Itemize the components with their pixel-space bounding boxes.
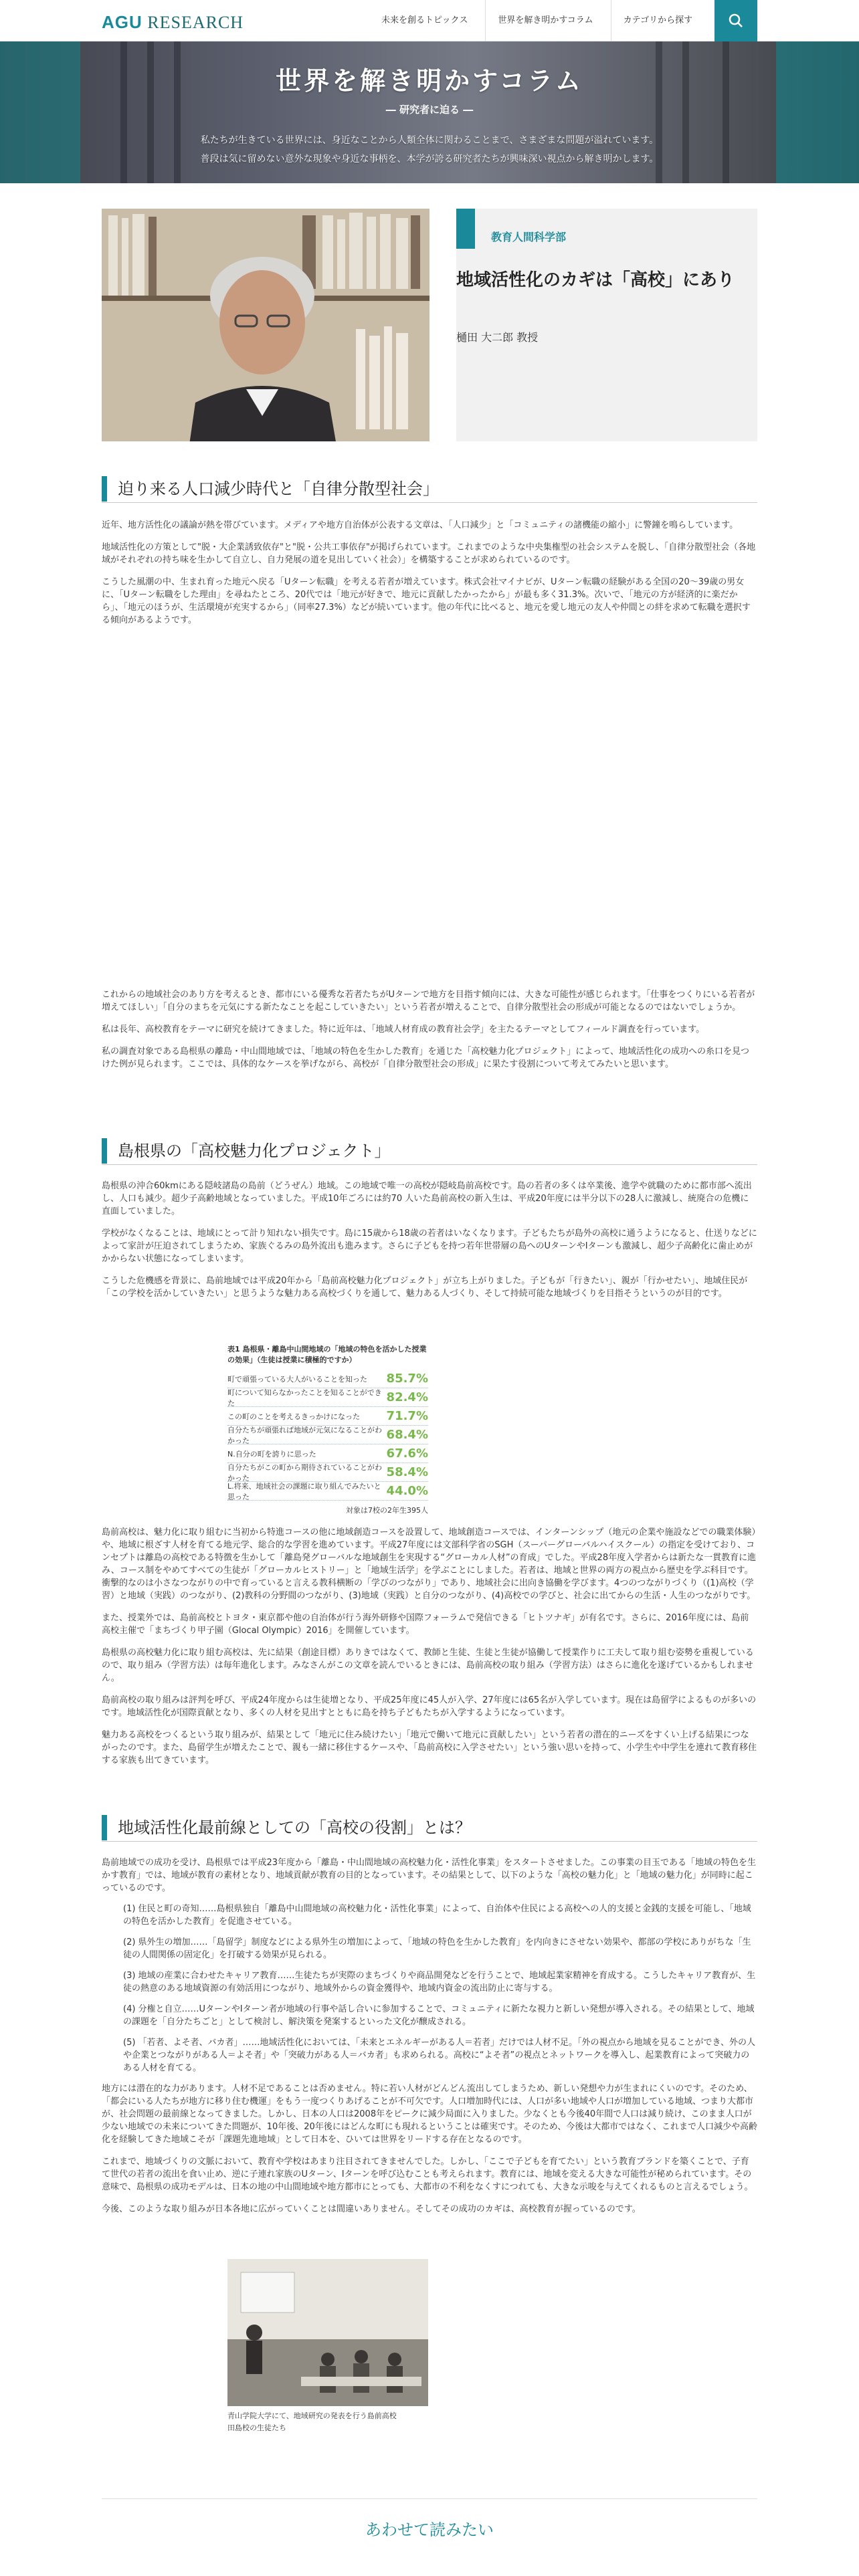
- site-header: [0, 0, 859, 41]
- paragraph: これまで、地域づくりの文脈において、教育や学校はあまり注目されてきませんでした。しかし、「ここで子どもを育てたい」という教育ブランドを築くことで、子育て世代の若者の流出を食い止め、逆に子連れ家族のUターン、Iターンを呼び込むことも考えられます。教育には、地域を変える大きな可能性が秘められています。その意味で、島根県の成功モデルは、日本の地の中山間地域や地方都市にとっても、大都市の不利をなくすにつれても、大きな示唆を与えてくれるものと言えるでしょう。: [102, 2157, 753, 2192]
- search-icon: [729, 13, 743, 28]
- section-heading-1: 迫り来る人口減少時代と「自律分散型社会」: [102, 475, 757, 503]
- table-row: 町で頑張っている大人がいることを知った 85.7%: [227, 1370, 428, 1388]
- paragraph: 島前高校の取り組みは評判を呼び、平成24年度からは生徒増となり、平成25年度に45人が入学、27年度には65名が入学しています。現在は島留学によるものが多いのです。地域活性化が国際貢献となり、多くの人材を見出すとともに島を持ち子どもたちが入学するようになっています。: [102, 1695, 757, 1718]
- list-item: (2) 県外生の増加……「島留学」制度などによる県外生の増加によって、「地域の特色を生かした教育」を内向きにさせない効果や、都部の学校にありがちな「生徒の人間関係の固定化」を打破する効果が見られる。: [123, 1937, 751, 1960]
- read-more-heading: あわせて読みたい: [102, 2498, 757, 2540]
- embedded-media-area: [102, 627, 757, 974]
- department-tab: [456, 209, 597, 259]
- article-profile: [102, 209, 757, 441]
- professor-photo: [102, 209, 430, 441]
- paragraph: 魅力ある高校をつくるという取り組みが、結果として「地元に住み続けたい」「地元で働いて地元に貢献したい」という若者の潜在的ニーズをすくい上げる結果につながったのです。また、島留学生が増えたことで、親も一緒に移住するケースや、「島前高校に入学させたい」という強い思いを持って、小学生や中学生を連れて教育移住する家族も出てきています。: [102, 1730, 757, 1765]
- section-3: [102, 1814, 757, 2216]
- author-name: 樋田 大二郎 教授: [456, 331, 539, 344]
- global-nav: [367, 0, 707, 41]
- section-1-cont: [102, 988, 757, 1071]
- paragraph: これからの地域社会のあり方を考えるとき、都市にいる優秀な若者たちがUターンで地方を目指す傾向には、大きな可能性が感じられます。「仕事をつくりにいる若者が増えてほしい」「自分のまちを元気にする新たなことを起こしていきたい」という若者が増えることで、自律分散型社会の形成が可能となるのではないでしょうか。: [102, 990, 755, 1012]
- list-item: (1) 住民と町の奇知……島根県独自「離島中山間地域の高校魅力化・活性化事業」によって、自治体や住民による高校への人的支援と金銭的支援を可能し、「地域の特色を活かした教育」を促進させている。: [123, 1904, 751, 1927]
- nav-item-category[interactable]: カテゴリから探す: [611, 0, 704, 41]
- section-2: [102, 1137, 757, 1300]
- table-row: 町について知らなかったことを知ることができた 82.4%: [227, 1388, 428, 1408]
- list-item: (4) 分権と自立……UターンやIターン者が地域の行事や話し合いに参加することで、コミュニティに新たな視力と新しい発想が導入される。その結果として、地域の課題を「自分たちごと」として検討し、解決策を発案するといった文化が醸成される。: [123, 2004, 755, 2027]
- paragraph: 島根県の沖合60kmにある隠岐諸島の島前（どうぜん）地域。この地域で唯一の高校が隠岐島前高校です。島の若者の多くは卒業後、進学や就職のために都市部へ流出し、人口も減少。超少子高齢地域となっていました。平成10年ごろには約70 人いた島前高校の新入生は、平成20年度には半分以下の28人に激減し、統廃合の危機に直面していました。: [102, 1181, 752, 1216]
- paragraph: 学校がなくなることは、地域にとって計り知れない損失です。島に15歳から18歳の若者はいなくなります。子どもたちが島外の高校に通うようになると、仕送りなどによって家計が圧迫されてしまうため、家族ぐるみの島外流出も進みます。さらに子どもを持つ若年世帯層の島へのUターンやIターンも激減し、超少子高齢化に歯止めがかからない状態になってしまいます。: [102, 1228, 757, 1264]
- photo-caption: 青山学院大学にて、地域研究の発表を行う島前高校 田島校の生徒たち: [227, 2411, 397, 2432]
- paragraph: 地方には潜在的な力があります。人材不足であることは否めません。特に若い人材がどんどん流出してしまうため、新しい発想や力が生まれにくいのです。そのため、「都会にいる人たちが地方に移り住む機運」をもう一度つくりあげることが不可欠です。人口増加時代には、人口が多い地域や人口が増加している地域、つまり大都市が、社会問題の最前線となってきました。しかし、日本の人口は2008年をピークに減少局面に入りました。少なくとも今後40年間で人口は減り続け、このまま人口が少ない地域での未来についてきた問題が、10年後、20年後にはどんな町にも現れるということは確実です。そのため、今後は大都市ではなく、これまで人口減少や高齢化を経験してきた地域こそが「課題先進地域」として日本を、ひいては世界をリードする存在となるのです。: [102, 2084, 758, 2145]
- table-row: この町のことを考えるきっかけになった 71.7%: [227, 1407, 428, 1426]
- list-item: (3) 地域の産業に合わせたキャリア教育……生徒たちが実際のまちづくりや商品開発などを行うことで、地域起業家精神を育成する。こうしたキャリア教育が、生徒の熱意のある地域資源の有効活用につながり、地域外からの資金獲得や、地域内資金の流出防止に寄与する。: [123, 1971, 756, 1994]
- paragraph: 今後、このような取り組みが日本各地に広がっていくことは間違いありません。そしてその成功のカギは、高校教育が握っているのです。: [102, 2204, 641, 2214]
- profile-card: [456, 209, 757, 441]
- section-1: [102, 475, 757, 974]
- table-row: 自分たちがこの町から期待されていることがわかった 58.4%: [227, 1463, 428, 1483]
- paragraph: 近年、地方活性化の議論が熱を帯びています。メディアや地方自治体が公表する文章は、「人口減少」と「コミュニティの諸機能の縮小」に警鐘を鳴らしています。: [102, 520, 739, 530]
- department-label: 教育人間科学部: [491, 231, 567, 243]
- paragraph: 島前地域での成功を受け、島根県では平成23年度から「離島・中山間地域の高校魅力化・活性化事業」をスタートさせました。この事業の目玉である「地域の特色を生かす教育」では、地域が教育の素材となり、地域貢献が教育の目的となっています。その結果として、以下のような「高校の魅力化」と「地域の魅力化」が同時に起こっているのです。: [102, 1858, 757, 1893]
- section-2-cont: [102, 1526, 757, 1767]
- paragraph: こうした風潮の中、生まれ育った地元へ戻る「Uターン転職」を考える若者が増えています。株式会社マイナビが、Uターン転職の経験がある全国の20～39歳の男女に、「Uターン転職をした理由」を尋ねたところ、20代では「地元が好きで、地元に貢献したかったから」が最も多く31.3%。次いで、「地元の方が経済的に楽だから」、「地元のほうが、生活環境が充実するから」（同率27.3%）などが続いています。他の年代に比べると、地元を愛し地元の友人や仲間との絆を求めて転職を選択する傾向があるようです。: [102, 577, 751, 625]
- site-logo[interactable]: AGU RESEARCH: [102, 12, 244, 32]
- paragraph: 私は長年、高校教育をテーマに研究を続けてきました。特に近年は、「地域人材育成の教育社会学」を主たるテーマとしてフィールド調査を行っています。: [102, 1025, 705, 1035]
- section-heading-3: 地域活性化最前線としての「高校の役割」とは？: [102, 1814, 757, 1842]
- nav-item-column[interactable]: 世界を解き明かすコラム: [485, 0, 605, 41]
- table-row: L.将来、地域社会の課題に取り組んでみたいと思った 44.0%: [227, 1481, 428, 1501]
- paragraph: 地域活性化の方策として"脱・大企業誘致依存"と"脱・公共工事依存"が掲げられています。これまでのような中央集権型の社会システムを脱し、「自律分散型社会（各地域がそれぞれの持ち味を生かして自立し、自力発展の道を見出していく社会）」を構築することが求められているのです。: [102, 542, 756, 565]
- classroom-photo: [227, 2259, 428, 2406]
- list-item: (5) 「若者、よそ者、バカ者」……地域活性化においては、「未来とエネルギーがある人＝若者」だけでは人材不足。「外の視点から地域を見ることができ、外の人や企業とつながりがある人＝よそ者」や「突破力がある人＝バカ者」も求められる。高校に“よそ者”の視点とネットワークを導入し、起業教育によって突破力のある人材を育てる。: [123, 2038, 756, 2073]
- table-caption: 表1 島根県・離島中山間地域の「地域の特色を活かした授業の効果」（生徒は授業に積極的ですか）: [227, 1345, 427, 1364]
- nav-item-topics[interactable]: 未来を創るトピックス: [381, 15, 468, 25]
- hero-description: 私たちが生きている世界には、身近なことから人類全体に関わることまで、さまざまな問題が溢れています。 普段は気に留めない意外な現象や身近な事柄を、本学が誇る研究者たちが興味深い視点から解き明かします。: [200, 135, 659, 165]
- hero-banner: [0, 41, 859, 183]
- table-note: 対象は7校の2年生395人: [346, 1506, 428, 1515]
- paragraph: こうした危機感を背景に、島前地域では平成20年から「島前高校魅力化プロジェクト」が立ち上がりました。子どもが「行きたい」、親が「行かせたい」、地域住民が「この学校を活かしていきたい」と思うような魅力ある高校づくりを通して、魅力ある人づくり、そして持続可能な地域づくりを目指そうというのが目的です。: [102, 1276, 748, 1299]
- hero-subtitle: ― 研究者に迫る ―: [385, 104, 474, 116]
- paragraph: 島根県の高校魅力化に取り組む高校は、先に結果（創途目標）ありきではなくて、教師と生徒、生徒と生徒が協働して授業作りに工夫して取り組む姿勢を重視しているので、取り組み（学習方法）は毎年進化します。みなさんがこの文章を読んでいるときには、島前高校の取り組み（学習方法）はさらに進化を遂げているかもしれません。: [102, 1648, 754, 1683]
- section-heading-2: 島根県の「高校魅力化プロジェクト」: [102, 1137, 757, 1165]
- search-button[interactable]: [714, 0, 757, 41]
- paragraph: また、授業外では、島前高校とトヨタ・東京都や他の自治体が行う海外研修や国際フォーラムで発信できる「ヒトツナギ」が有名です。さらに、2016年度には、島前高校主催で「まちづくり甲子園（Glocal Olympic）2016」を開催しています。: [102, 1613, 749, 1636]
- paragraph: 島前高校は、魅力化に取り組むに当初から特進コースの他に地域創造コースを設置して、地域創造コースでは、インターンシップ（地元の企業や施設などでの職業体験）や、地域に根ざす人材を育てる地元学、総合的な学習を進めています。平成27年度には文部科学省のSGH（スーパーグローバルハイスクール）の指定を受けており、コンセプトは離島の高校である特徴を生かして「離島発グローバルな地域創生を実現する“グローカル人材”の育成」でした。平成28年度入学者からは新たな一貫教育に進み、コース制をやめてすべての生徒が「グローカルヒストリー」と「地域生活学」を学ぶことにしました。若者は、地域と世界の両方の視点から歴史を学ぶ科目です。衝撃的なのは小さなつながりの中で育っていると言える教科横断の「学びのつながり」であり、地域社会に出向き協働を学びます。4つのつながりづくり（(1)高校（学習）と地域（実践）のつながり、(2)教科の分野間のつながり、(3)地域（実践）と自分のつながり、(4)高校での学びと、社会に出てからの生活・人生のつながりです。: [102, 1527, 757, 1601]
- table-row: 自分たちが頑張れば地域が元気になることがわかった 68.4%: [227, 1425, 428, 1445]
- survey-table: [227, 1344, 428, 1515]
- hero-title: 世界を解き明かすコラム: [276, 66, 583, 96]
- table-row: N.自分の町を誇りに思った 67.6%: [227, 1444, 428, 1463]
- article-title: 地域活性化のカギは「高校」にあり: [456, 270, 735, 290]
- paragraph: 私の調査対象である島根県の離島・中山間地域では、「地域の特色を生かした教育」を通じた「高校魅力化プロジェクト」によって、地域活性化の成功への糸口を見つけた例が見られます。ここでは、具体的なケースを挙げながら、高校が「自律分散型社会の形成」に果たす役割について考えてみたいと思います。: [102, 1047, 749, 1069]
